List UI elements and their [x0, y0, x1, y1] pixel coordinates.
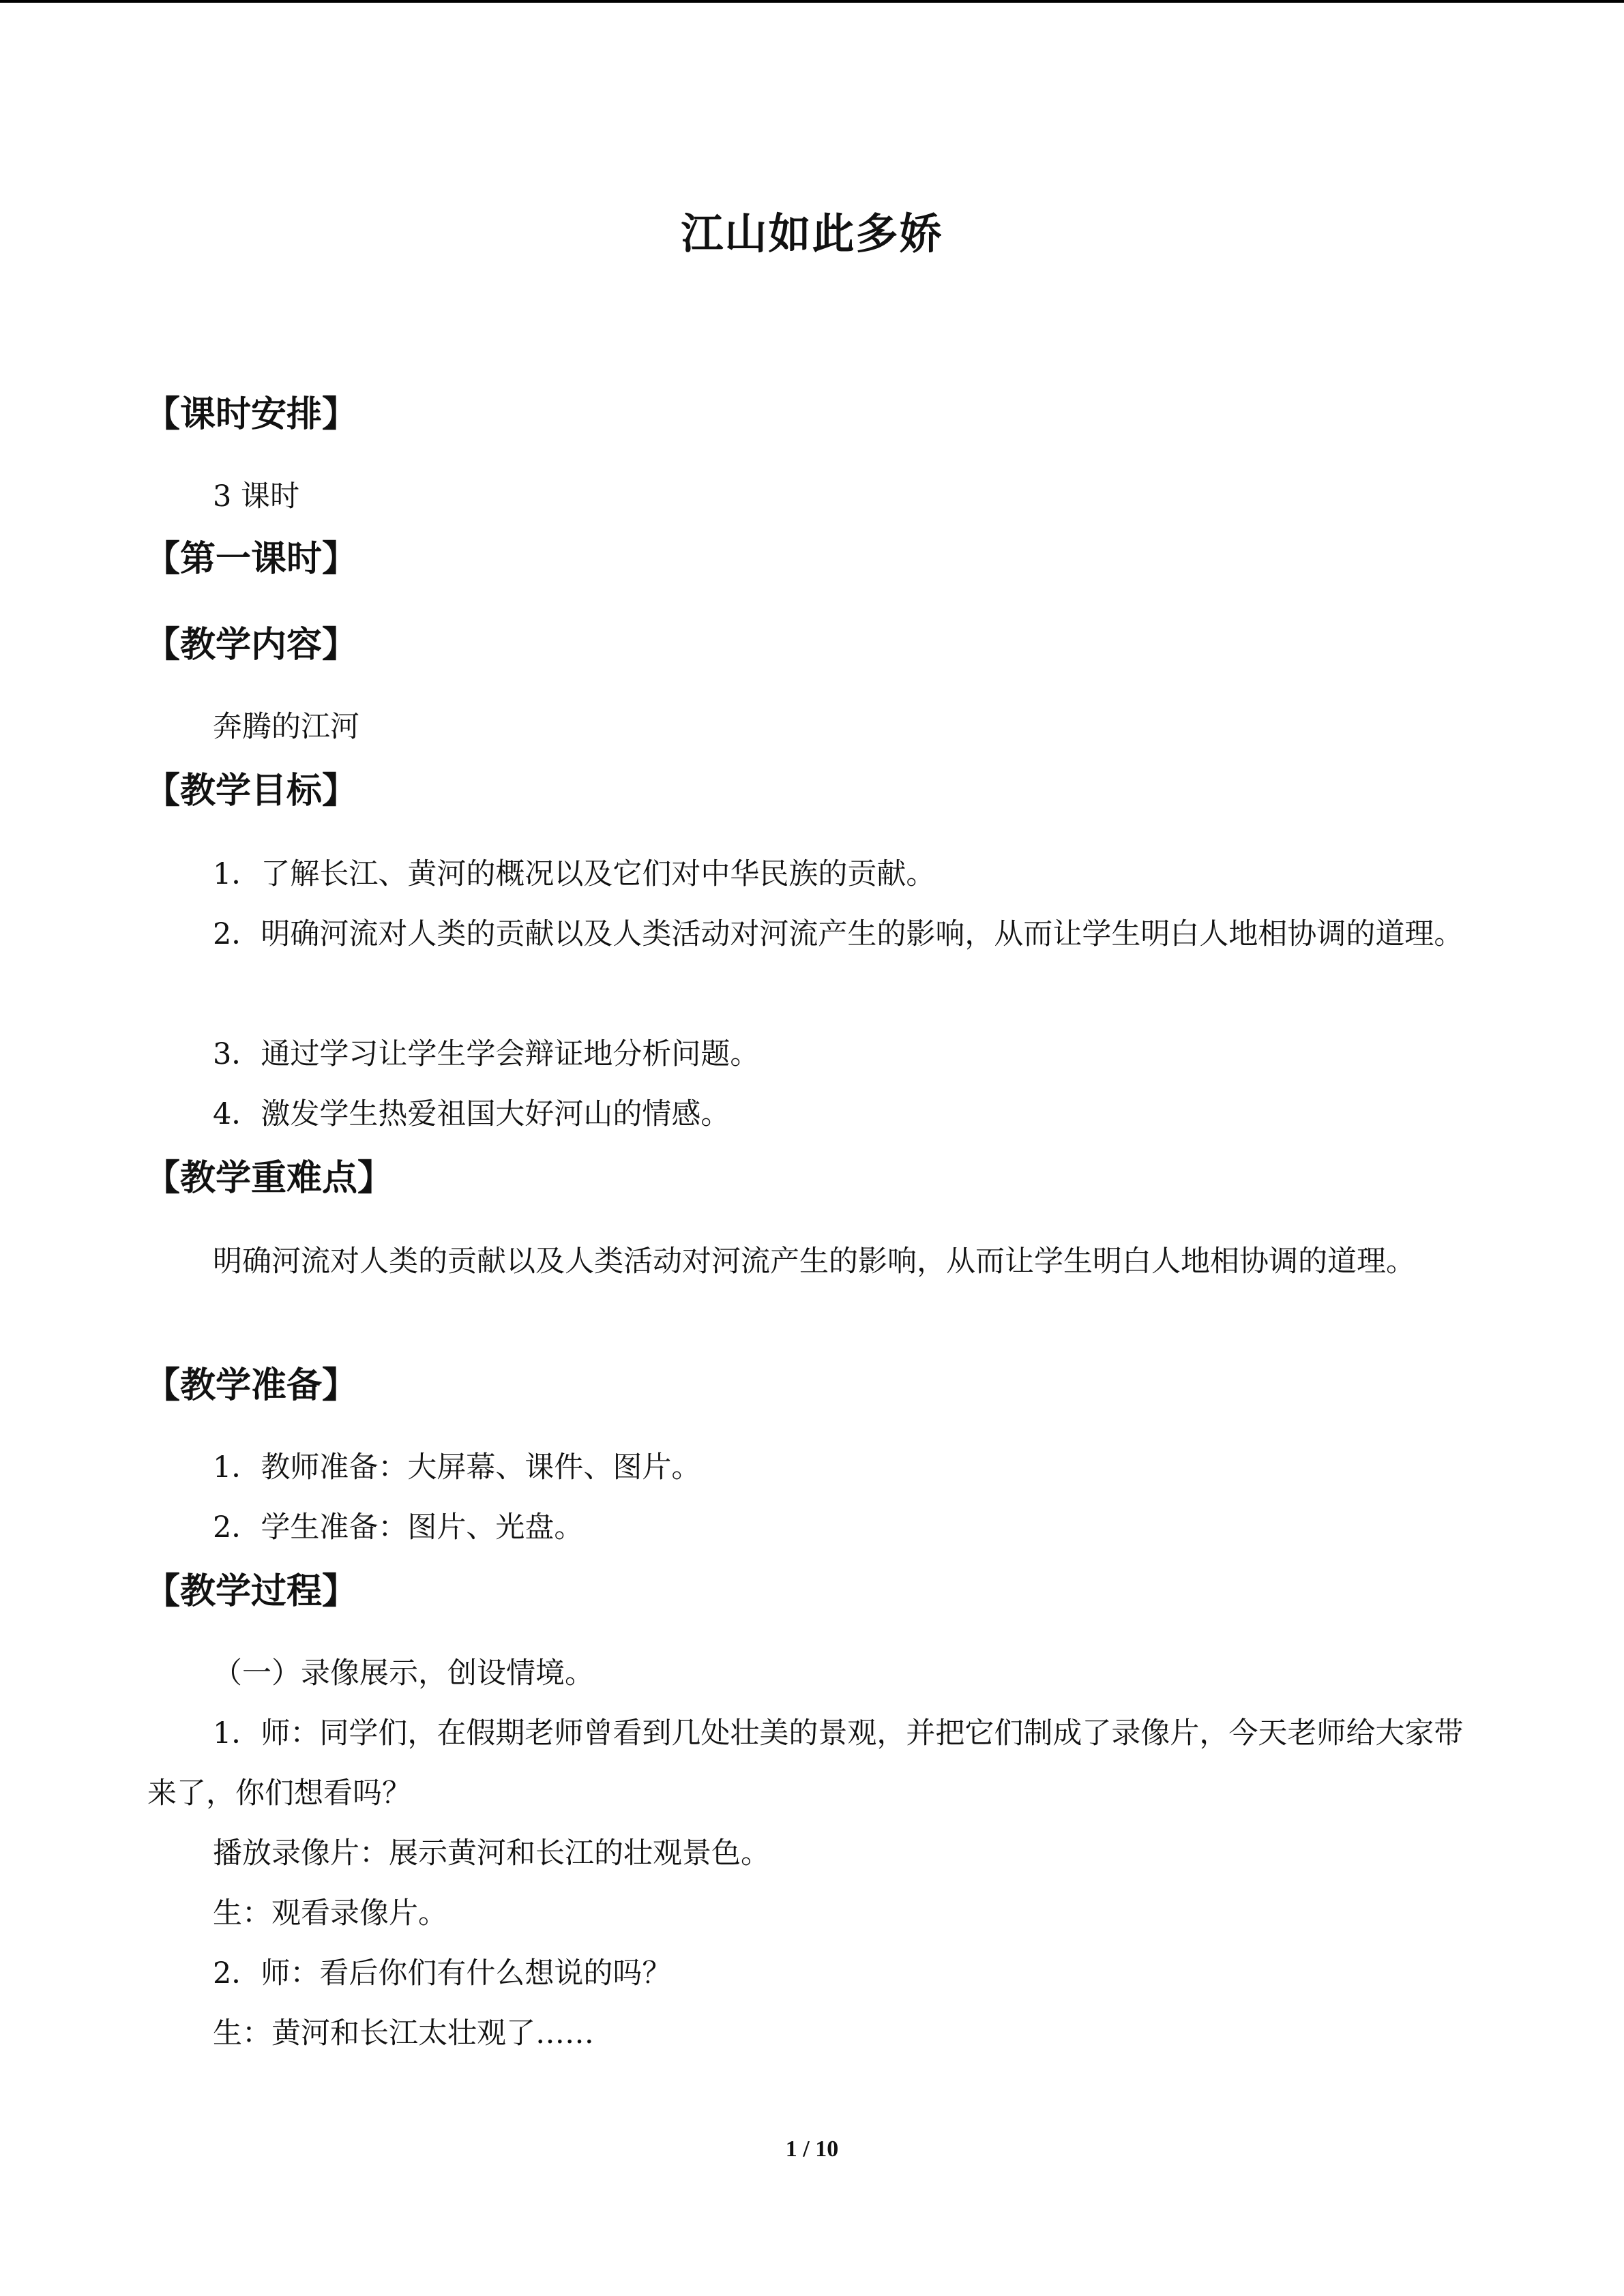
schedule-text: 3 课时 [213, 479, 300, 513]
process-item: 生：观看录像片。 [213, 1896, 447, 1930]
process-item: （一）录像展示，创设情境。 [213, 1656, 594, 1690]
heading-teaching-goals: 【教学目标】 [145, 771, 358, 811]
page-number: 1 / 10 [785, 2136, 839, 2162]
heading-teaching-process: 【教学过程】 [145, 1571, 358, 1612]
page-top-rule [0, 0, 1624, 3]
heading-teaching-content: 【教学内容】 [145, 625, 358, 666]
goal-item: 2．明确河流对人类的贡献以及人类活动对河流产生的影响，从而让学生明白人地相协调的道理。 [213, 917, 1464, 951]
heading-preparation: 【教学准备】 [145, 1365, 358, 1406]
process-item: 1．师：同学们，在假期老师曾看到几处壮美的景观，并把它们制成了录像片，今天老师给大家带来了，你们想看吗？ [147, 1716, 1464, 1810]
document-title: 江山如此多娇 [681, 209, 943, 258]
key-points-text: 明确河流对人类的贡献以及人类活动对河流产生的影响，从而让学生明白人地相协调的道理。 [213, 1244, 1415, 1279]
goal-item: 1．了解长江、黄河的概况以及它们对中华民族的贡献。 [213, 857, 936, 891]
heading-lesson-one: 【第一课时】 [145, 539, 358, 580]
process-item: 2．师：看后你们有什么想说的吗？ [213, 1956, 672, 1991]
preparation-item: 1．教师准备：大屏幕、课件、图片。 [213, 1450, 701, 1485]
goal-item: 4．激发学生热爱祖国大好河山的情感。 [213, 1097, 730, 1131]
heading-key-points: 【教学重难点】 [145, 1158, 394, 1199]
goal-item: 3．通过学习让学生学会辩证地分析问题。 [213, 1037, 760, 1071]
process-item: 播放录像片：展示黄河和长江的壮观景色。 [213, 1836, 770, 1870]
preparation-item: 2．学生准备：图片、光盘。 [213, 1510, 584, 1545]
heading-schedule: 【课时安排】 [145, 394, 358, 435]
process-item: 生：黄河和长江太壮观了…… [213, 2016, 594, 2051]
teaching-content-text: 奔腾的江河 [213, 710, 359, 744]
